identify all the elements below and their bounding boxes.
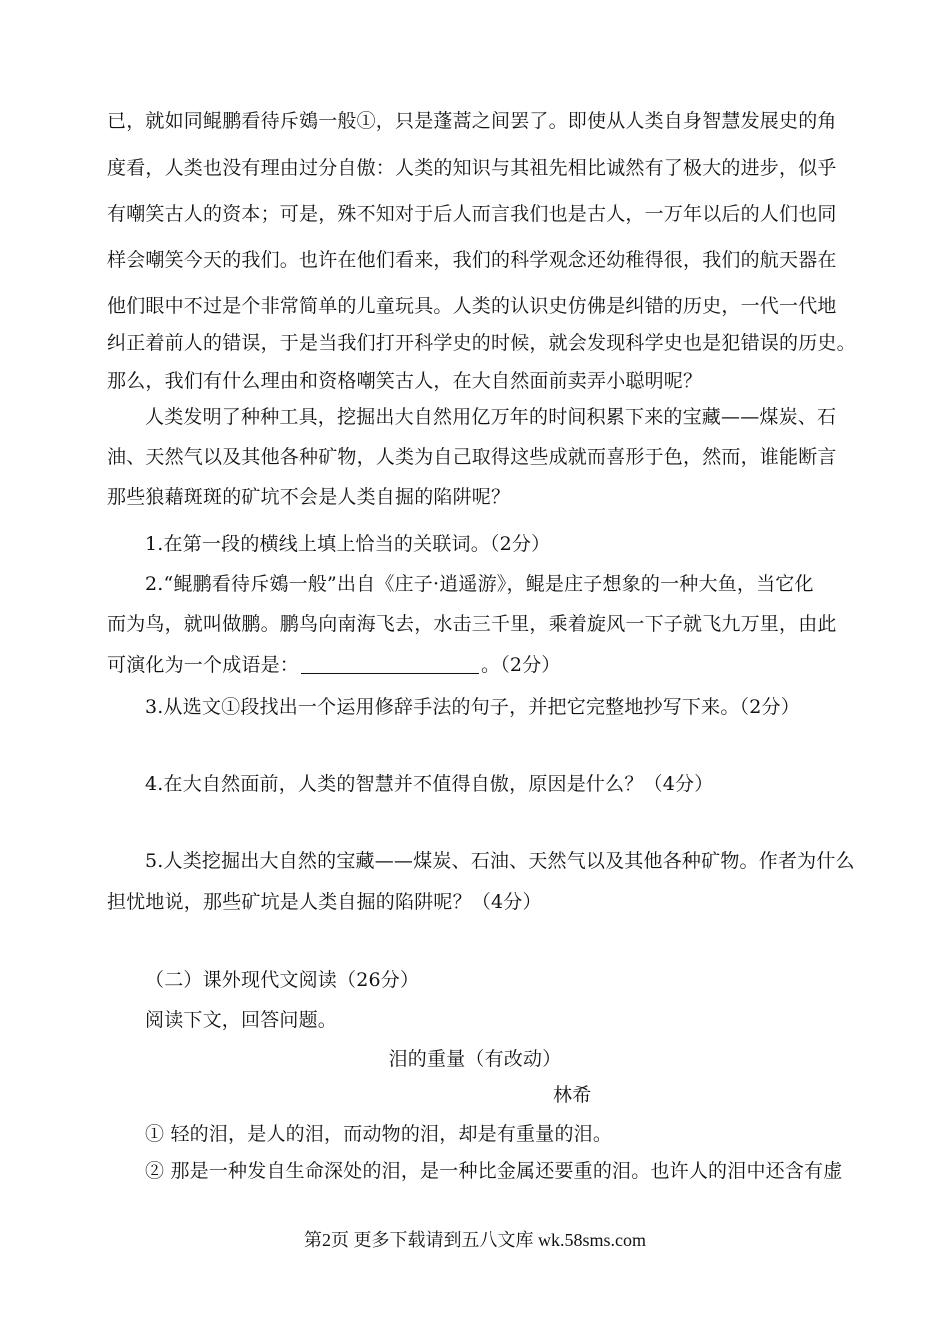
question-2-prefix: 可演化为一个成语是： bbox=[107, 654, 300, 676]
article-author: 林希 bbox=[553, 1084, 592, 1106]
answer-blank[interactable] bbox=[301, 655, 479, 674]
article-title: 泪的重量（有改动） bbox=[388, 1048, 562, 1070]
question-4: 4.在大自然面前，人类的智慧并不值得自傲，原因是什么？（4分） bbox=[145, 773, 714, 795]
question-2-line-1: 2.“鲲鹏看待斥鴳一般”出自《庄子·逍遥游》，鲲是庄子想象的一种大鱼，当它化 bbox=[145, 573, 814, 595]
passage-para2-line-1: 人类发明了种种工具，挖掘出大自然用亿万年的时间积累下来的宝藏——煤炭、石 bbox=[145, 406, 837, 428]
question-5-line-1: 5.人类挖掘出大自然的宝藏——煤炭、石油、天然气以及其他各种矿物。作者为什么 bbox=[145, 850, 855, 872]
section-2-instruction: 阅读下文，回答问题。 bbox=[145, 1009, 338, 1031]
passage-line-7: 那么，我们有什么理由和资格嘲笑古人，在大自然面前卖弄小聪明呢？ bbox=[107, 370, 703, 392]
passage-line-6: 纠正着前人的错误，于是当我们打开科学史的时候，就会发现科学史也是犯错误的历史。 bbox=[107, 332, 856, 354]
question-2-line-2: 而为鸟，就叫做鹏。鹏鸟向南海飞去，水击三千里，乘着旋风一下子就飞九万里，由此 bbox=[107, 613, 837, 635]
article-para-2: ② 那是一种发自生命深处的泪，是一种比金属还要重的泪。也许人的泪中还含有虚 bbox=[145, 1160, 843, 1182]
passage-line-3: 有嘲笑古人的资本；可是，殊不知对于后人而言我们也是古人，一万年以后的人们也同 bbox=[107, 203, 837, 225]
question-3: 3.从选文①段找出一个运用修辞手法的句子，并把它完整地抄写下来。（2分） bbox=[145, 696, 800, 718]
question-2-suffix: 。（2分） bbox=[481, 654, 561, 676]
passage-para2-line-3: 那些狼藉斑斑的矿坑不会是人类自掘的陷阱呢？ bbox=[107, 486, 511, 508]
passage-line-5: 他们眼中不过是个非常简单的儿童玩具。人类的认识史仿佛是纠错的历史，一代一代地 bbox=[107, 295, 837, 317]
article-para-1: ① 轻的泪，是人的泪，而动物的泪，却是有重量的泪。 bbox=[145, 1123, 613, 1145]
question-5-line-2: 担忧地说，那些矿坑是人类自掘的陷阱呢？（4分） bbox=[107, 891, 542, 913]
section-2-heading: （二）课外现代文阅读（26分） bbox=[145, 969, 420, 991]
passage-para2-line-2: 油、天然气以及其他各种矿物，人类为自己取得这些成就而喜形于色，然而，谁能断言 bbox=[107, 446, 837, 468]
question-1: 1.在第一段的横线上填上恰当的关联词。（2分） bbox=[145, 533, 551, 555]
passage-line-1: 已，就如同鲲鹏看待斥鴳一般①，只是蓬蒿之间罢了。即使从人类自身智慧发展史的角 bbox=[107, 110, 837, 132]
page-footer: 第2页 更多下载请到五八文库 wk.58sms.com bbox=[304, 1230, 646, 1250]
passage-line-4: 样会嘲笑今天的我们。也许在他们看来，我们的科学观念还幼稚得很，我们的航天器在 bbox=[107, 249, 837, 271]
question-2-line-3 bbox=[107, 652, 561, 678]
passage-line-2: 度看，人类也没有理由过分自傲：人类的知识与其祖先相比诚然有了极大的进步，似乎 bbox=[107, 157, 837, 179]
